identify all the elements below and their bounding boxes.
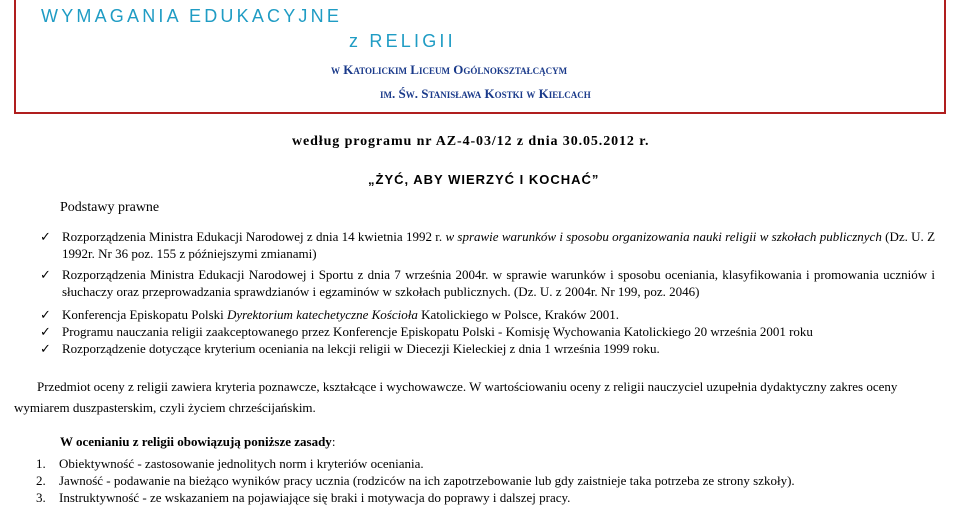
legal-item: ✓ Rozporządzenia Ministra Edukacji Narodowej z dnia 14 kwietnia 1992 r. w sprawie warunków i sposobu organizowania nauki religii w szkołach publicznych (Dz. U. Z 1992r. Nr 36 poz. 155 z późniejszymi zmianami) (40, 229, 936, 261)
legal-basis-label: Podstawy prawne (60, 200, 160, 215)
legal-item: ✓ Konferencja Episkopatu Polski Dyrektorium katechetyczne Kościoła Katolickiego w Polsce, Kraków 2001. (40, 307, 619, 322)
rule-item: 3. Instruktywność - ze wskazaniem na pojawiające się braki i motywacja do poprawy i dalszej pracy. (36, 490, 571, 505)
legal-basis-list (40, 228, 935, 357)
school-name-line-1: w Katolickim Liceum Ogólnokształcącym (331, 62, 568, 77)
checkmark-icon: ✓ (40, 324, 51, 339)
motto: „ŻYĆ, ABY WIERZYĆ I KOCHAĆ” (368, 172, 600, 187)
rule-item: 1. Obiektywność - zastosowanie jednolitych norm i kryteriów oceniania. (36, 456, 424, 471)
checkmark-icon: ✓ (40, 267, 51, 282)
program-line: według programu nr AZ-4-03/12 z dnia 30.05.2012 r. (292, 134, 650, 149)
rules-list (36, 455, 936, 506)
legal-item: ✓ Rozporządzenia Ministra Edukacji Narodowej i Sportu z dnia 7 września 2004r. w sprawie warunków i sposobu oceniania, klasyfikowania i promowania uczniów i słuchaczy oraz przeprowadzania sprawdzianów i egzaminów w szkołach publicznych. (Dz. U. z 2004r. Nr 199, poz. 2046) (40, 267, 935, 299)
checkmark-icon: ✓ (40, 307, 51, 322)
legal-item: ✓ Programu nauczania religii zaakceptowanego przez Konferencje Episkopatu Polski - Komisję Wychowania Katolickiego 20 września 2001 roku (40, 324, 813, 339)
checkmark-icon: ✓ (40, 229, 51, 244)
rules-heading: W ocenianiu z religii obowiązują poniższe zasady: (60, 434, 336, 449)
school-name-line-2: im. Św. Stanisława Kostki w Kielcach (380, 86, 591, 101)
title-line-2: z RELIGII (349, 31, 456, 51)
rule-item: 2. Jawność - podawanie na bieżąco wyników pracy ucznia (rodziców na ich zapotrzebowanie lub gdy zaistnieje taka potrzeba ze strony szkoły). (36, 473, 795, 488)
assessment-paragraph: Przedmiot oceny z religii zawiera kryteria poznawcze, kształcące i wychowawcze. W wartościowaniu oceny z religii nauczyciel uzupełnia dydaktyczny zakres oceny wymiarem duszpasterskim, czyli życiem chrześcijańskim. (14, 379, 898, 415)
title-line-1: WYMAGANIA EDUKACYJNE (41, 6, 343, 26)
legal-item: ✓ Rozporządzenie dotyczące kryterium oceniania na lekcji religii w Diecezji Kieleckiej z dnia 1 września 1999 roku. (40, 341, 660, 356)
checkmark-icon: ✓ (40, 341, 51, 356)
